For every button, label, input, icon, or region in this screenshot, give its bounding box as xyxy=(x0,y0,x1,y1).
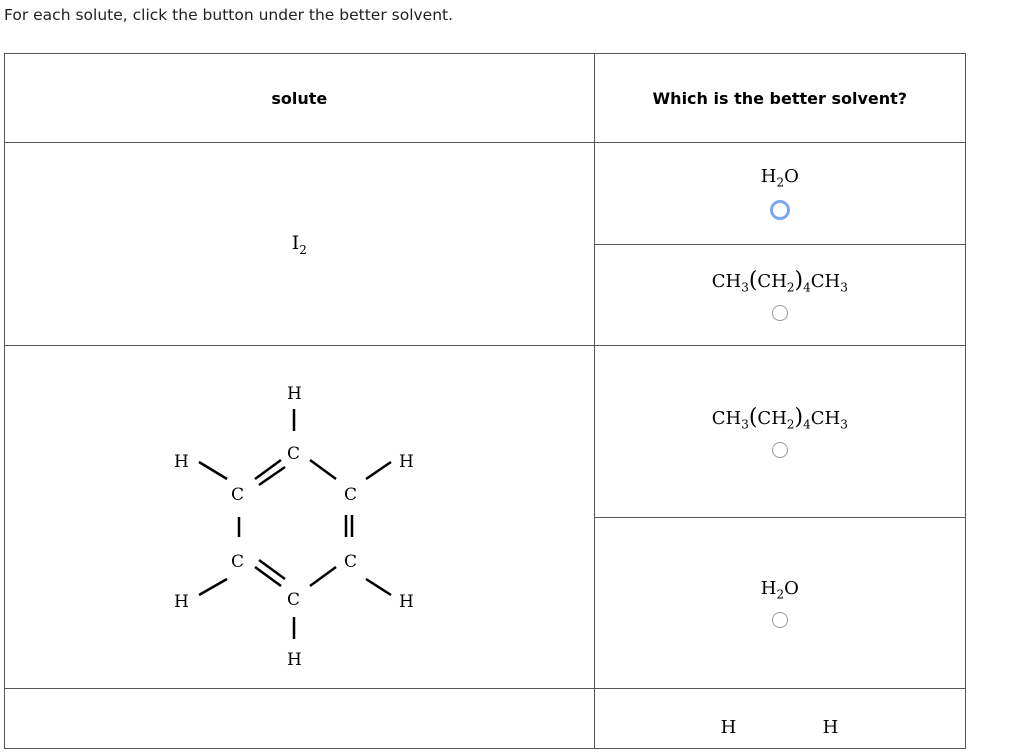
formula-water: $H_2O$ xyxy=(760,166,799,191)
partial-atom: H xyxy=(720,717,737,738)
atom-c-bottom: C xyxy=(287,590,301,610)
option-hexane xyxy=(595,244,965,346)
instruction-text: For each solute, click the button under the better solvent. xyxy=(4,6,454,24)
table-row xyxy=(5,689,966,749)
atom-c-upper-left: C xyxy=(231,485,245,505)
atom-c-lower-left: C xyxy=(231,552,245,572)
solvent-table xyxy=(4,53,966,753)
atom-h-lower-right: H xyxy=(399,592,415,612)
solute-partial xyxy=(5,689,595,749)
solute-subscript: 2 xyxy=(299,242,307,257)
atom-c-upper-right: C xyxy=(344,485,358,505)
option-water xyxy=(595,143,965,244)
solute-iodine xyxy=(5,143,595,346)
solvent-options xyxy=(594,143,965,346)
atom-c-lower-right: C xyxy=(344,552,358,572)
formula-water: $H_2O$ xyxy=(760,577,799,602)
atom-h-lower-left: H xyxy=(174,592,190,612)
solvent-options-partial xyxy=(594,689,965,749)
option-water xyxy=(595,517,965,689)
solute-symbol: I xyxy=(291,231,300,254)
header-solute: solute xyxy=(5,54,595,143)
radio-hexane[interactable] xyxy=(772,442,788,458)
atom-c-top: C xyxy=(287,444,301,464)
atom-h-upper-right: H xyxy=(399,452,415,472)
benzene-structure xyxy=(169,357,429,677)
table-row xyxy=(5,143,966,346)
header-better-solvent: Which is the better solvent? xyxy=(594,54,965,143)
solute-benzene xyxy=(5,346,595,689)
partial-atom: H xyxy=(822,717,839,738)
solvent-options xyxy=(594,346,965,689)
radio-water[interactable] xyxy=(772,612,788,628)
table-row xyxy=(5,346,966,689)
formula-hexane: $CH_3(CH_2)_4CH_3$ xyxy=(711,268,848,296)
radio-hexane[interactable] xyxy=(772,305,788,321)
atom-h-bottom: H xyxy=(287,650,303,670)
formula-hexane: $CH_3(CH_2)_4CH_3$ xyxy=(711,404,848,432)
atom-h-upper-left: H xyxy=(174,452,190,472)
option-hexane xyxy=(595,346,965,517)
radio-water[interactable] xyxy=(770,200,790,220)
atom-h-top: H xyxy=(287,384,303,404)
